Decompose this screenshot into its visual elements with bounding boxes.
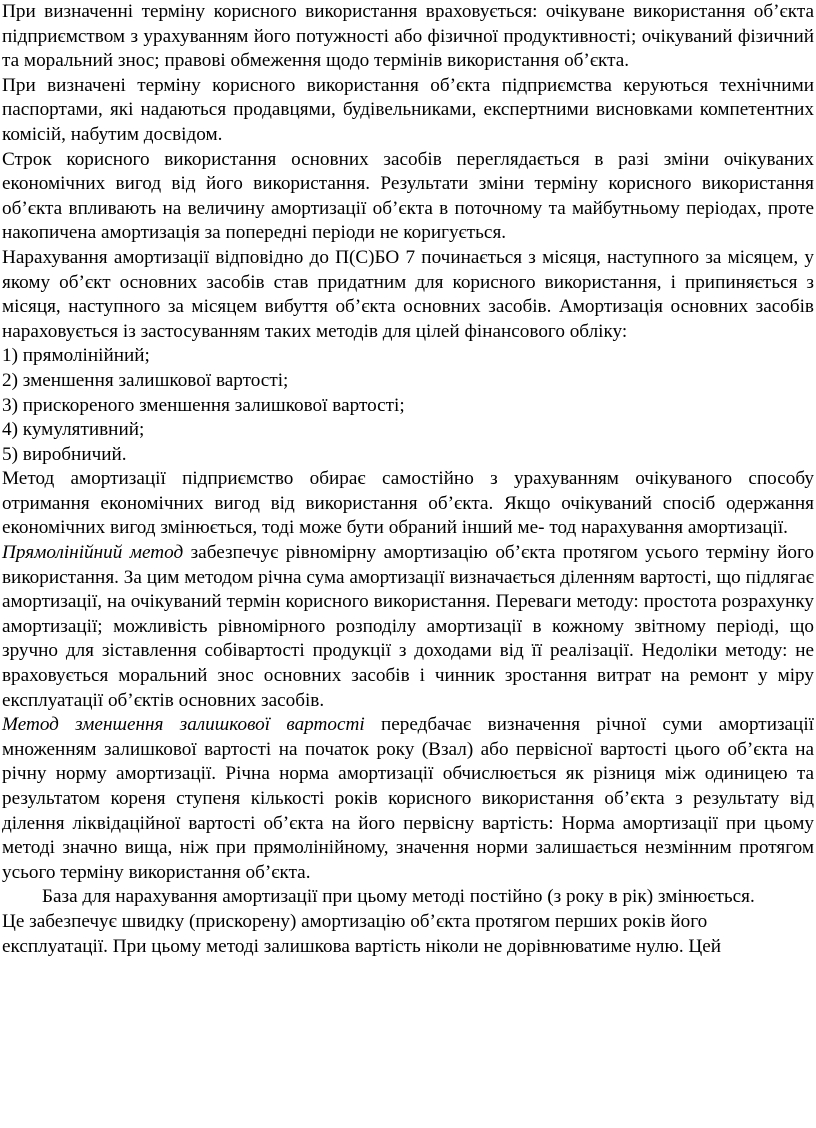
- paragraph-reducing-balance-method: [2, 713, 814, 885]
- reducing-balance-description: передбачає визначення річної суми амортизації множенням залишкової вартості на початок року (Взал) або первісної вартості цього об’єкта на річну норму амортизації. Річна норма амортизації обчислюється як різниця між одиницею та результатом кореня ступеня кількості років корисного використання об’єкта з результату від ділення ліквідаційної вартості об’єкта на його первісну вартість: Норма амортизації при цьому методі значно вища, ніж при прямолінійному, значення норми залишається незмінним протягом усього терміну використання об’єкта.: [2, 714, 814, 883]
- list-item: 4) кумулятивний;: [2, 419, 145, 441]
- list-item: 5) виробничий.: [2, 443, 127, 465]
- paragraph-depreciation-start: Нарахування амортизації відповідно до П(С)БО 7 починається з місяця, наступного за місяцем, у якому об’єкт основних засобів став придатним для корисного використання, і припиняється з місяця, наступного за місяцем вибуття об’єкта основних засобів. Амортизація основних засобів нараховується із застосуванням таких методів для цілей фінансового обліку:: [2, 246, 814, 342]
- term-reducing-balance: Метод зменшення залишкової вартості: [2, 714, 365, 736]
- depreciation-methods-list: [2, 344, 816, 467]
- list-item: 3) прискореного зменшення залишкової вартості;: [2, 394, 405, 416]
- paragraph-straight-line-method: [2, 541, 814, 713]
- term-straight-line: Прямолінійний метод: [2, 542, 184, 564]
- paragraph-depreciation-base: База для нарахування амортизації при цьому методі постійно (з року в рік) змінюється. Це забезпечує швидку (прискорену) амортизацію об’єкта протягом перших років його експлуатації. При цьому методі залишкова вартість ніколи не дорівнюватиме нулю. Цей: [2, 886, 755, 957]
- paragraph-useful-life-sources: При визначені терміну корисного використання об’єкта підприємства керуються технічними паспортами, які надаються продавцями, будівельниками, експертними висновками компетентних комісій, набутим досвідом.: [2, 74, 814, 145]
- paragraph-useful-life-factors: При визначенні терміну корисного використання враховується: очікуване використання об’єкта підприємством з урахуванням його потужності або фізичної продуктивності; очікуваний фізичний та моральний знос; правові обмеження щодо термінів використання об’єкта.: [2, 1, 814, 72]
- paragraph-method-choice: Метод амортизації підприємство обирає самостійно з урахуванням очікуваного способу отримання економічних вигод від використання об’єкта. Якщо очікуваний спосіб одержання економічних вигод змінюється, тоді може бути обраний інший ме- тод нарахування амортизації.: [2, 468, 814, 539]
- list-item: 1) прямолінійний;: [2, 345, 150, 367]
- paragraph-useful-life-review: Строк корисного використання основних засобів переглядається в разі зміни очікуваних економічних вигод від його використання. Результати зміни терміну корисного використання об’єкта впливають на величину амортизації об’єкта в поточному та майбутньому періодах, проте накопичена амортизація за попередні періоди не коригується.: [2, 148, 814, 244]
- list-item: 2) зменшення залишкової вартості;: [2, 369, 289, 391]
- straight-line-description: забезпечує рівномірну амортизацію об’єкта протягом усього терміну його використання. За цим методом річна сума амортизації визначається діленням вартості, що підлягає амортизації, на очікуваний термін корисного використання. Переваги методу: простота розрахунку амортизації; можливість рівномірного розподілу амортизації в кожному звітному періоді, що зручно для зіставлення собівартості продукції з доходами від її реалізації. Недоліки методу: не враховується моральний знос основних засобів і чинник зростання витрат на ремонт у міру експлуатації об’єктів основних засобів.: [2, 542, 814, 711]
